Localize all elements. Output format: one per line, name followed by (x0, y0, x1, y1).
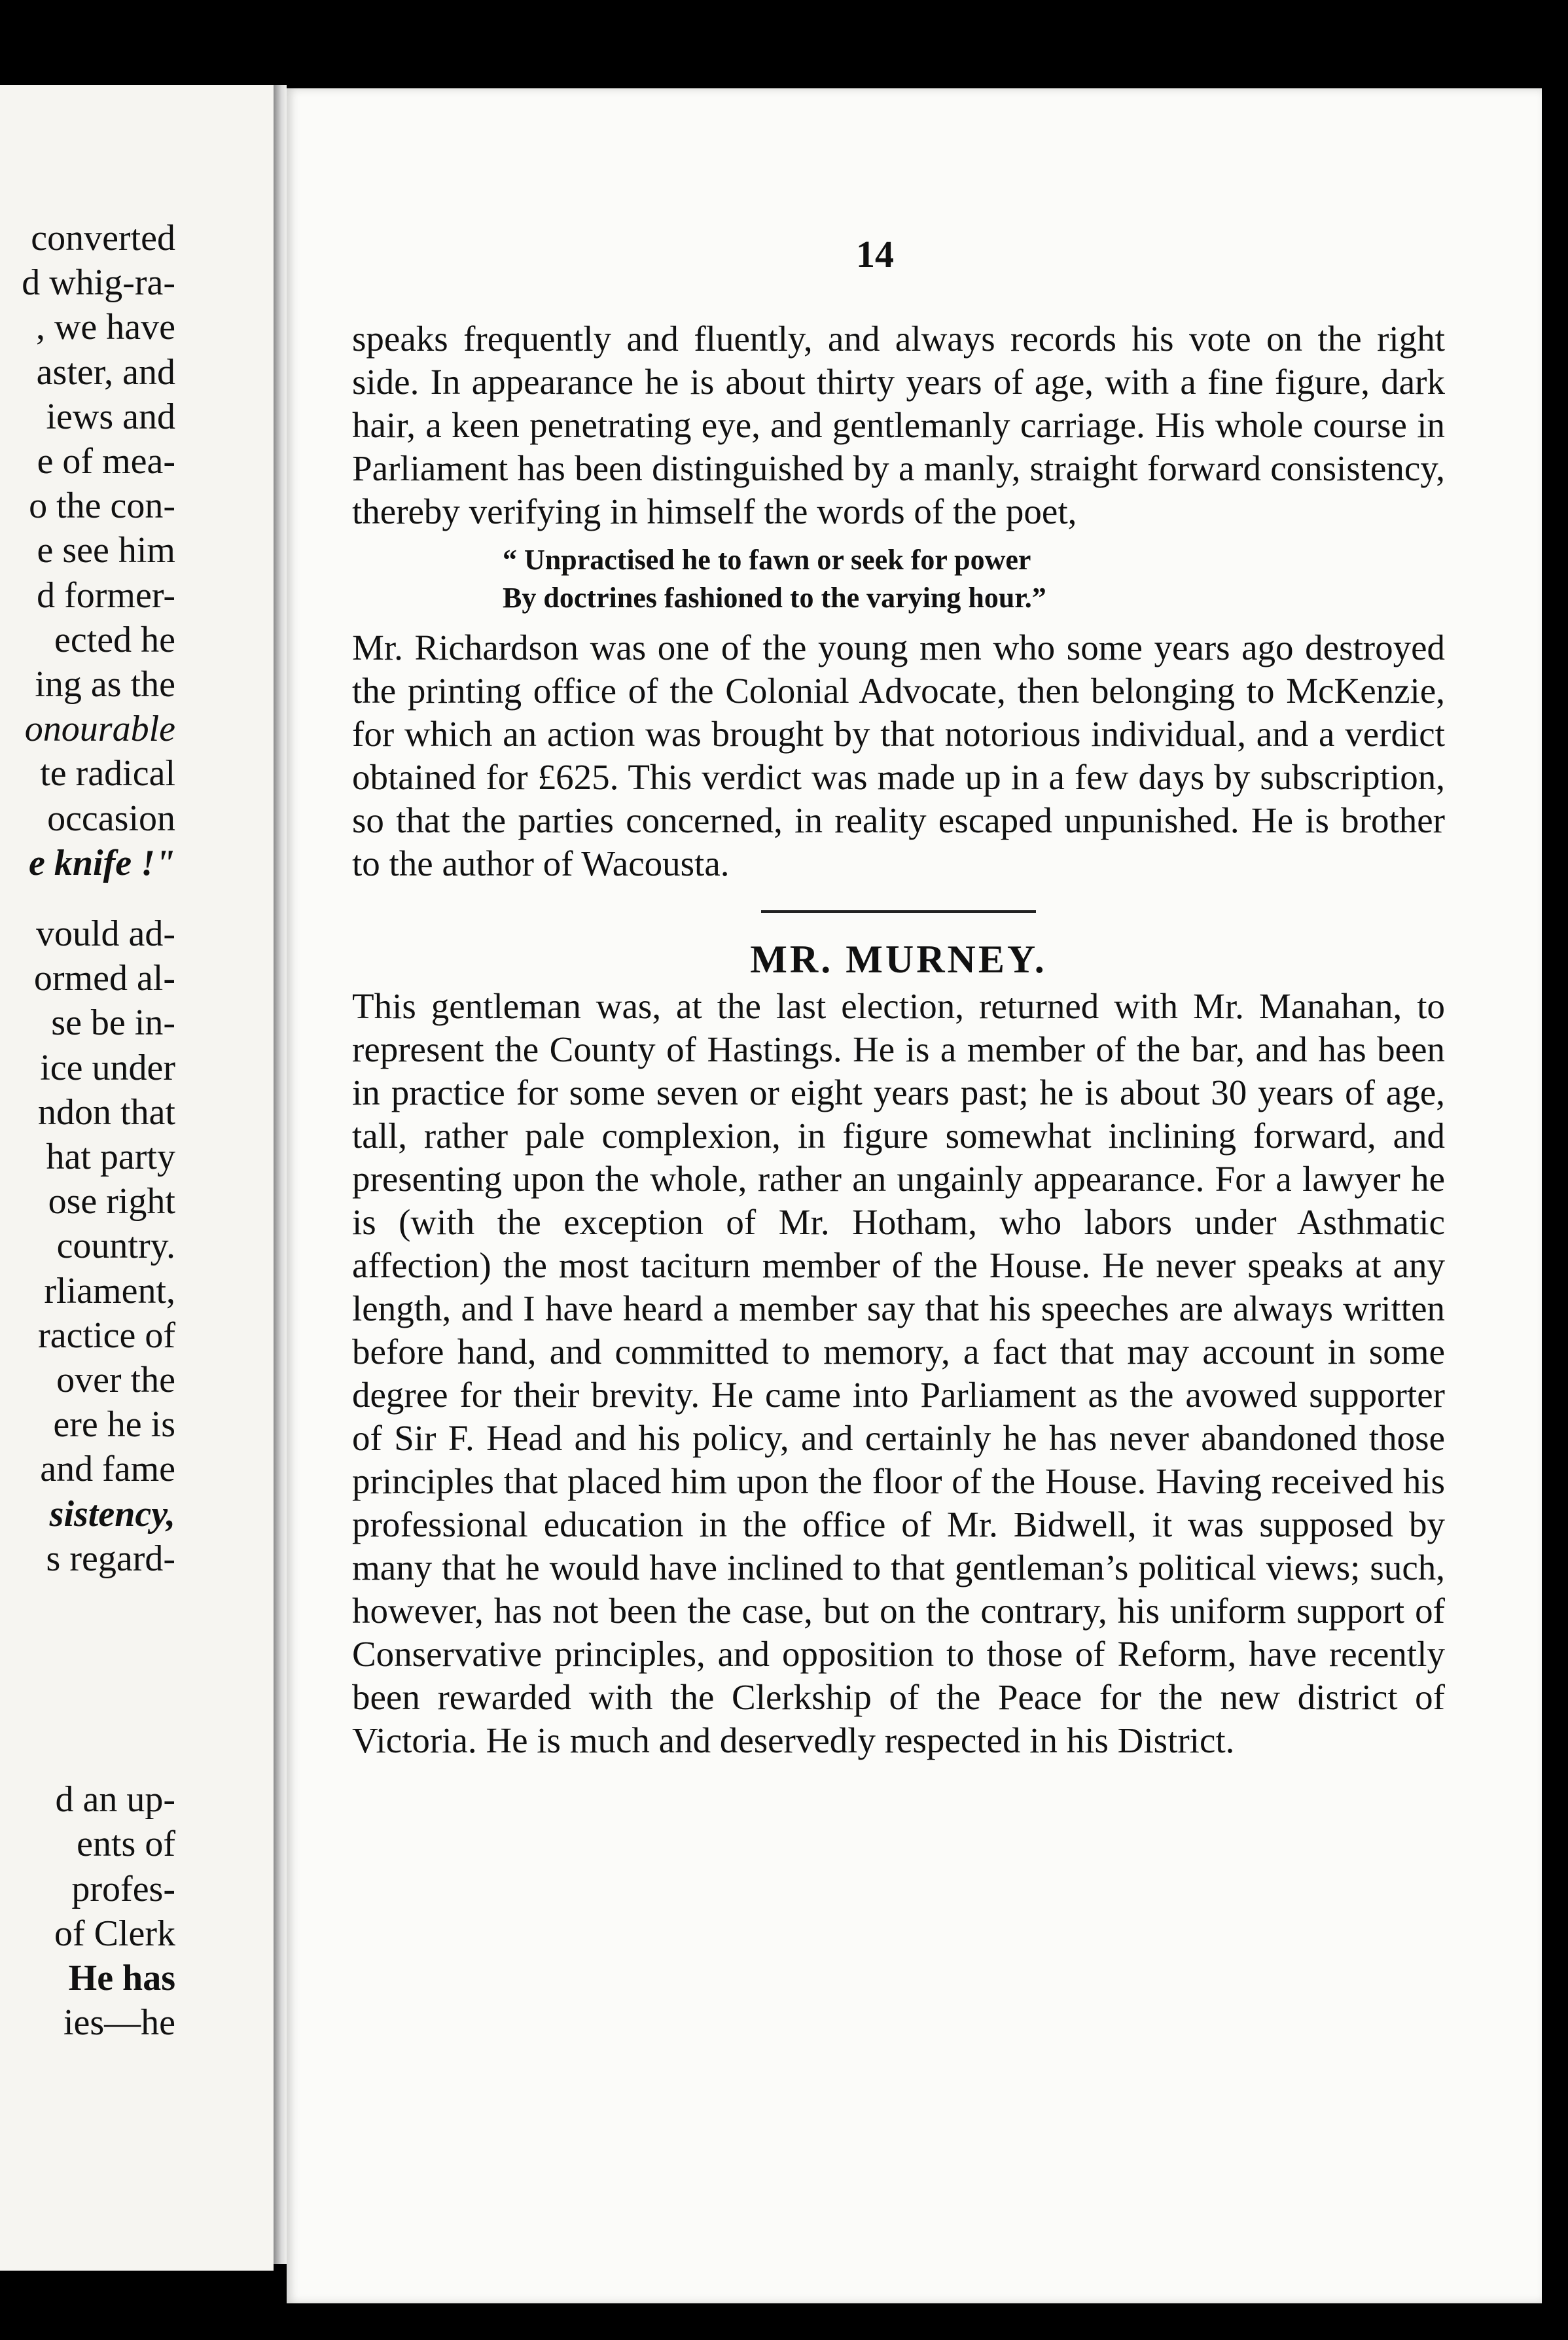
poetry-quote (503, 541, 1445, 617)
left-line: o the con- (29, 486, 175, 527)
left-line: e of mea- (37, 441, 175, 482)
quote-line: By doctrines fashioned to the varying hour.” (503, 582, 1046, 614)
right-page (287, 88, 1542, 2303)
left-line: occasion (47, 798, 175, 839)
left-line: e knife !" (29, 842, 175, 883)
left-line: sistency, (49, 1493, 175, 1534)
left-line: d whig-ra- (22, 262, 175, 304)
left-line: rliament, (44, 1270, 175, 1311)
left-facing-page (0, 85, 274, 2271)
book-gutter (274, 85, 287, 2264)
left-line: over the (56, 1360, 175, 1401)
left-line: ies—he (63, 2002, 175, 2044)
left-line: iews and (46, 396, 175, 437)
left-line: converted (31, 218, 175, 258)
left-line: hat party (46, 1137, 175, 1178)
left-line: s regard- (46, 1538, 175, 1579)
left-page-text-fragments (22, 216, 175, 2045)
paragraph-richardson-end: Mr. Richardson was one of the young men who some years ago destroyed the printing office of the Colonial Advocate, then belonging to McKenzie, for which an action was brought by that notorious individual, and a verdict obtained for £625. This verdict was made up in a few days by subscription, so that the parties concerned, in reality escaped unpunished. He is brother to the author of Wacousta. (352, 628, 1445, 883)
quote-line: “ Unpractised he to fawn or seek for power (503, 544, 1031, 576)
left-line: onourable (24, 709, 175, 750)
paragraph-richardson-intro: speaks frequently and fluently, and always records his vote on the right side. In appearance he is about thirty years of age, with a fine figure, dark hair, a keen penetrating eye, and gentlemanly carriage. His whole course in Parliament has been distinguished by a manly, straight forward consistency, thereby verifying in himself the words of the poet, (352, 319, 1445, 531)
page-number: 14 (856, 233, 894, 275)
paragraph-murney: This gentleman was, at the last election, returned with Mr. Manahan, to represent the County of Hastings. He is a member of the bar, and has been in practice for some seven or eight years past; he is about 30 years of age, tall, rather pale complexion, in figure somewhat inclining forward, and presenting upon the whole, rather an ungainly appearance. For a lawyer he is (with the exception of Mr. Hotham, who labors under Asthmatic affection) the most taciturn member of the House. He never speaks at any length, and I have heard a member say that his speeches are always written before hand, and committed to memory, a fact that may account in some degree for their brevity. He came into Parliament as the avowed supporter of Sir F. Head and his policy, and certainly he has never abandoned those principles that placed him upon the floor of the House. Having received his professional education in the office of Mr. Bidwell, it was supposed by many that he would have inclined to that gentleman’s political views; such, however, has not been the case, but on the contrary, his uniform support of Conservative principles, and opposition to those of Reform, have recently been rewarded with the Clerkship of the Peace for the new district of Victoria. He is much and deservedly respected in his District. (352, 986, 1445, 1760)
left-line: d former- (37, 575, 175, 616)
left-line: ormed al- (33, 958, 175, 999)
left-line: He has (68, 1957, 175, 1998)
left-line: ents of (77, 1824, 175, 1865)
left-line: ndon that (38, 1091, 175, 1133)
left-line: e see him (37, 530, 175, 571)
left-line: ere he is (53, 1404, 175, 1445)
left-line: ing as the (35, 664, 175, 705)
left-line: ractice of (38, 1315, 175, 1356)
left-line: aster, and (36, 351, 175, 393)
left-line: and fame (40, 1449, 175, 1490)
section-divider (761, 910, 1036, 913)
left-line: of Clerk (54, 1913, 175, 1954)
left-line: ose right (48, 1181, 175, 1222)
left-line: profes- (71, 1868, 175, 1909)
left-line: ice under (40, 1047, 175, 1088)
left-line: ected he (54, 619, 175, 660)
left-line: country. (56, 1226, 175, 1267)
left-line: vould ad- (35, 913, 175, 955)
left-line: , we have (35, 307, 175, 348)
left-line: te radical (40, 753, 175, 794)
main-text-column (352, 317, 1445, 1762)
left-line: d an up- (55, 1779, 175, 1820)
left-line: se be in- (51, 1002, 175, 1044)
section-heading: MR. MURNEY. (750, 938, 1047, 981)
